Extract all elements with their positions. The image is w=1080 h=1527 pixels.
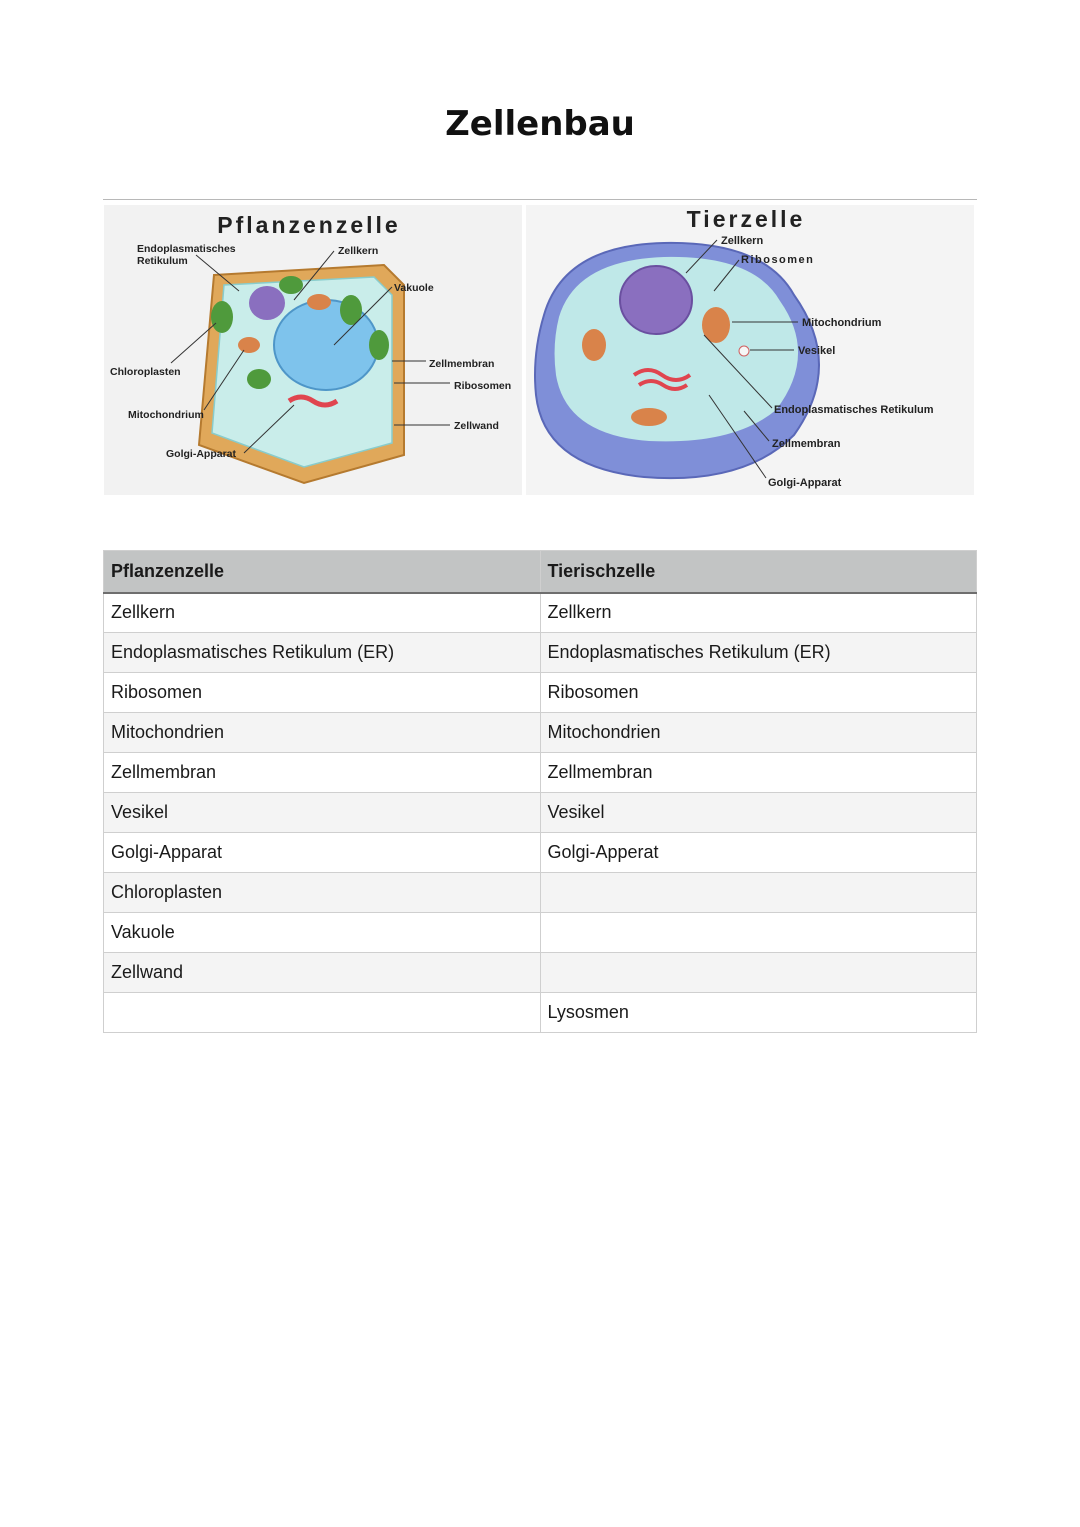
table-cell: Lysosmen [540, 993, 977, 1033]
plant-heading: Pflanzenzelle [217, 212, 401, 238]
animal-heading: Tierzelle [686, 206, 806, 232]
table-cell: Mitochondrien [540, 713, 977, 753]
table-cell: Ribosomen [540, 673, 977, 713]
animal-label-er: Endoplasmatisches Retikulum [774, 404, 934, 416]
plant-label-zellkern: Zellkern [338, 245, 379, 257]
divider [103, 199, 977, 200]
animal-label-ribosomen: Ribosomen [741, 254, 815, 266]
comparison-table [103, 550, 977, 1033]
page-title: Zellenbau [445, 104, 635, 144]
table-cell: Zellkern [104, 593, 541, 633]
plant-label-er-1: Endoplasmatisches [137, 243, 236, 255]
plant-label-mitochondrium: Mitochondrium [128, 409, 204, 421]
plant-cell-panel [104, 205, 522, 495]
table-cell [540, 873, 977, 913]
chloroplast-shape-1 [211, 301, 233, 333]
animal-label-vesikel: Vesikel [798, 345, 836, 357]
plant-label-golgi: Golgi-Apparat [166, 448, 236, 460]
header-tierischzelle: Tierischzelle [540, 551, 977, 593]
plant-mitochondrion-shape [238, 337, 260, 353]
chloroplast-shape-2 [279, 276, 303, 294]
table-cell: Ribosomen [104, 673, 541, 713]
animal-nucleus-shape [620, 266, 692, 334]
animal-cell-panel [526, 205, 974, 495]
animal-mitochondrion-shape-2 [582, 329, 606, 361]
table-cell [104, 993, 541, 1033]
plant-label-zellwand: Zellwand [454, 420, 499, 432]
table-row [104, 753, 977, 793]
table-cell: Zellkern [540, 593, 977, 633]
plant-label-vakuole: Vakuole [394, 282, 434, 294]
animal-mitochondrion-shape-3 [631, 408, 667, 426]
table-cell: Zellmembran [540, 753, 977, 793]
chloroplast-shape-4 [369, 330, 389, 360]
table-cell [540, 913, 977, 953]
table-row [104, 673, 977, 713]
plant-label-chloroplasten: Chloroplasten [110, 366, 181, 378]
table-cell: Endoplasmatisches Retikulum (ER) [104, 633, 541, 673]
table-row [104, 833, 977, 873]
table-row [104, 793, 977, 833]
table-row [104, 953, 977, 993]
table-row [104, 713, 977, 753]
plant-label-er-2: Retikulum [137, 255, 188, 267]
table-cell: Golgi-Apperat [540, 833, 977, 873]
table-cell: Zellmembran [104, 753, 541, 793]
vesicle-shape [739, 346, 749, 356]
table-cell: Golgi-Apparat [104, 833, 541, 873]
plant-label-ribosomen: Ribosomen [454, 380, 512, 392]
animal-label-mitochondrium: Mitochondrium [802, 317, 882, 329]
table-cell: Endoplasmatisches Retikulum (ER) [540, 633, 977, 673]
table-cell: Zellwand [104, 953, 541, 993]
plant-mitochondrion-shape-2 [307, 294, 331, 310]
cell-comparison-figure [104, 205, 974, 495]
table-header-row [104, 551, 977, 593]
chloroplast-shape-5 [247, 369, 271, 389]
plant-label-zellmembran: Zellmembran [429, 358, 495, 370]
table-row [104, 633, 977, 673]
table-cell: Vakuole [104, 913, 541, 953]
vacuole-shape [274, 300, 378, 390]
table-row [104, 873, 977, 913]
table-cell: Chloroplasten [104, 873, 541, 913]
animal-label-zellkern: Zellkern [721, 235, 764, 247]
animal-label-zellmembran: Zellmembran [772, 438, 841, 450]
table-cell: Vesikel [540, 793, 977, 833]
animal-label-golgi: Golgi-Apparat [768, 477, 842, 489]
table-row [104, 993, 977, 1033]
table-row [104, 913, 977, 953]
plant-nucleus-shape [249, 286, 285, 320]
table-cell: Vesikel [104, 793, 541, 833]
table-cell: Mitochondrien [104, 713, 541, 753]
header-pflanzenzelle: Pflanzenzelle [104, 551, 541, 593]
table-cell [540, 953, 977, 993]
table-row [104, 593, 977, 633]
